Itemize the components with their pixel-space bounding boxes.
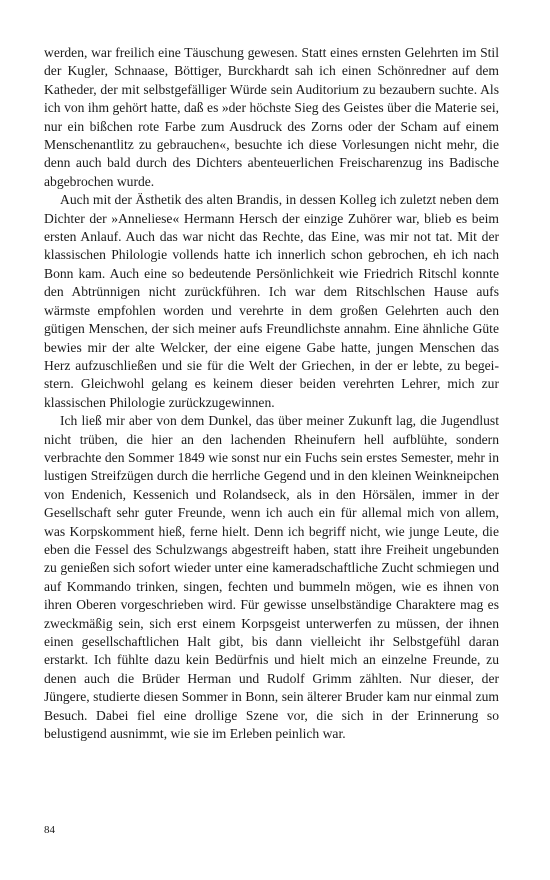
paragraph-3: Ich ließ mir aber von dem Dunkel, das über meiner Zukunft lag, die Jugendlust nicht trüben, die hier an den lachenden Rheinufern hell aufblühte, sondern verbrachte den Sommer 1849 wie sonst nur ein Fuchs sein erstes Semester, mehr in lustigen Streifzügen durch die herrliche Gegend und in den kleinen Weinkneipchen von Endenich, Kessenich und Rolandseck, als in den Hörsälen, immer in der Gesellschaft sehr guter Freunde, wenn ich auch ein für allemal mich von allem, was Korpskomment hieß, ferne hielt. Denn ich begriff nicht, wie junge Leute, die eben die Fessel des Schulzwangs abgestreift haben, statt ihre Freiheit ungebunden zu genießen sich sofort wieder unter eine kameradschaftliche Zucht schmiegen und auf Kommando trinken, singen, fechten und bummeln mögen, wie es ihnen von ihren Oberen vorgeschrieben wird. Für gewisse unselbständige Charaktere mag es zweckmäßig sein, sich erst einem Korpsgeist unterwerfen zu müssen, der ihnen einen gesellschaftlichen Halt gibt, bis dann vielleicht ihr Selbstgefühl daran erstarkt. Ich fühlte dazu kein Bedürfnis und hielt mich an einzelne Freunde, zu denen auch die Brüder Herman und Rudolf Grimm zählten. Nur dieser, der Jüngere, studierte diesen Sommer in Bonn, sein älterer Bruder kam nur einmal zum Besuch. Dabei fiel eine drollige Szene vor, die sich in der Erinnerung so belustigend ausnimmt, wie sie im Erleben peinlich war. (44, 413, 499, 742)
paragraph-1: werden, war freilich eine Täuschung gewesen. Statt eines ernsten Gelehrten im Stil der Kugler, Schnaase, Böttiger, Burckhardt sah ich einen Schönredner auf dem Katheder, der mit selbstgefälliger Würde sein Auditorium zu bezaubern suchte. Als ich von ihm gehört hatte, daß es »der höchste Sieg des Geistes über die Materie sei, nur ein bißchen rote Farbe zum Ausdruck des Zorns oder der Scham auf einem Menschenantlitz zu gebrauchen«, besuchte ich diese Vorlesungen nicht mehr, die denn auch bald durch des Dichters abenteuerlichen Freischarenzug ins Badische abgebrochen wurde. (44, 45, 499, 189)
body-text (44, 44, 499, 743)
page-number: 84 (44, 824, 55, 836)
paragraph-2: Auch mit der Ästhetik des alten Brandis, in dessen Kolleg ich zuletzt neben dem Dichter der »Anneliese« Hermann Hersch der einzige Zuhörer war, blieb es beim ersten Anlauf. Auch das war nicht das Rechte, das Eine, was mir not tat. Mit der klassischen Philologie vollends hatte ich innerlich schon gebrochen, eh ich nach Bonn kam. Auch eine so bedeutende Persönlichkeit wie Friedrich Ritschl konnte den Abtrünnigen nicht zurückführen. Ich war dem Ritschlschen Hause aufs wärmste empfohlen worden und verehrte in dem großen Gelehrten auch den gütigen Menschen, der sich meiner aufs Freundlichste annahm. Eine ähnliche Güte bewies mir der alte Welcker, der eine eigene Gabe hatte, jungen Menschen das Herz aufzuschließen und sie für die Welt der Griechen, in der er lebte, zu begeistern. Gleichwohl gelang es keinem dieser beiden verehrten Lehrer, mich zur klassischen Philologie zurückzugewinnen. (44, 192, 499, 410)
